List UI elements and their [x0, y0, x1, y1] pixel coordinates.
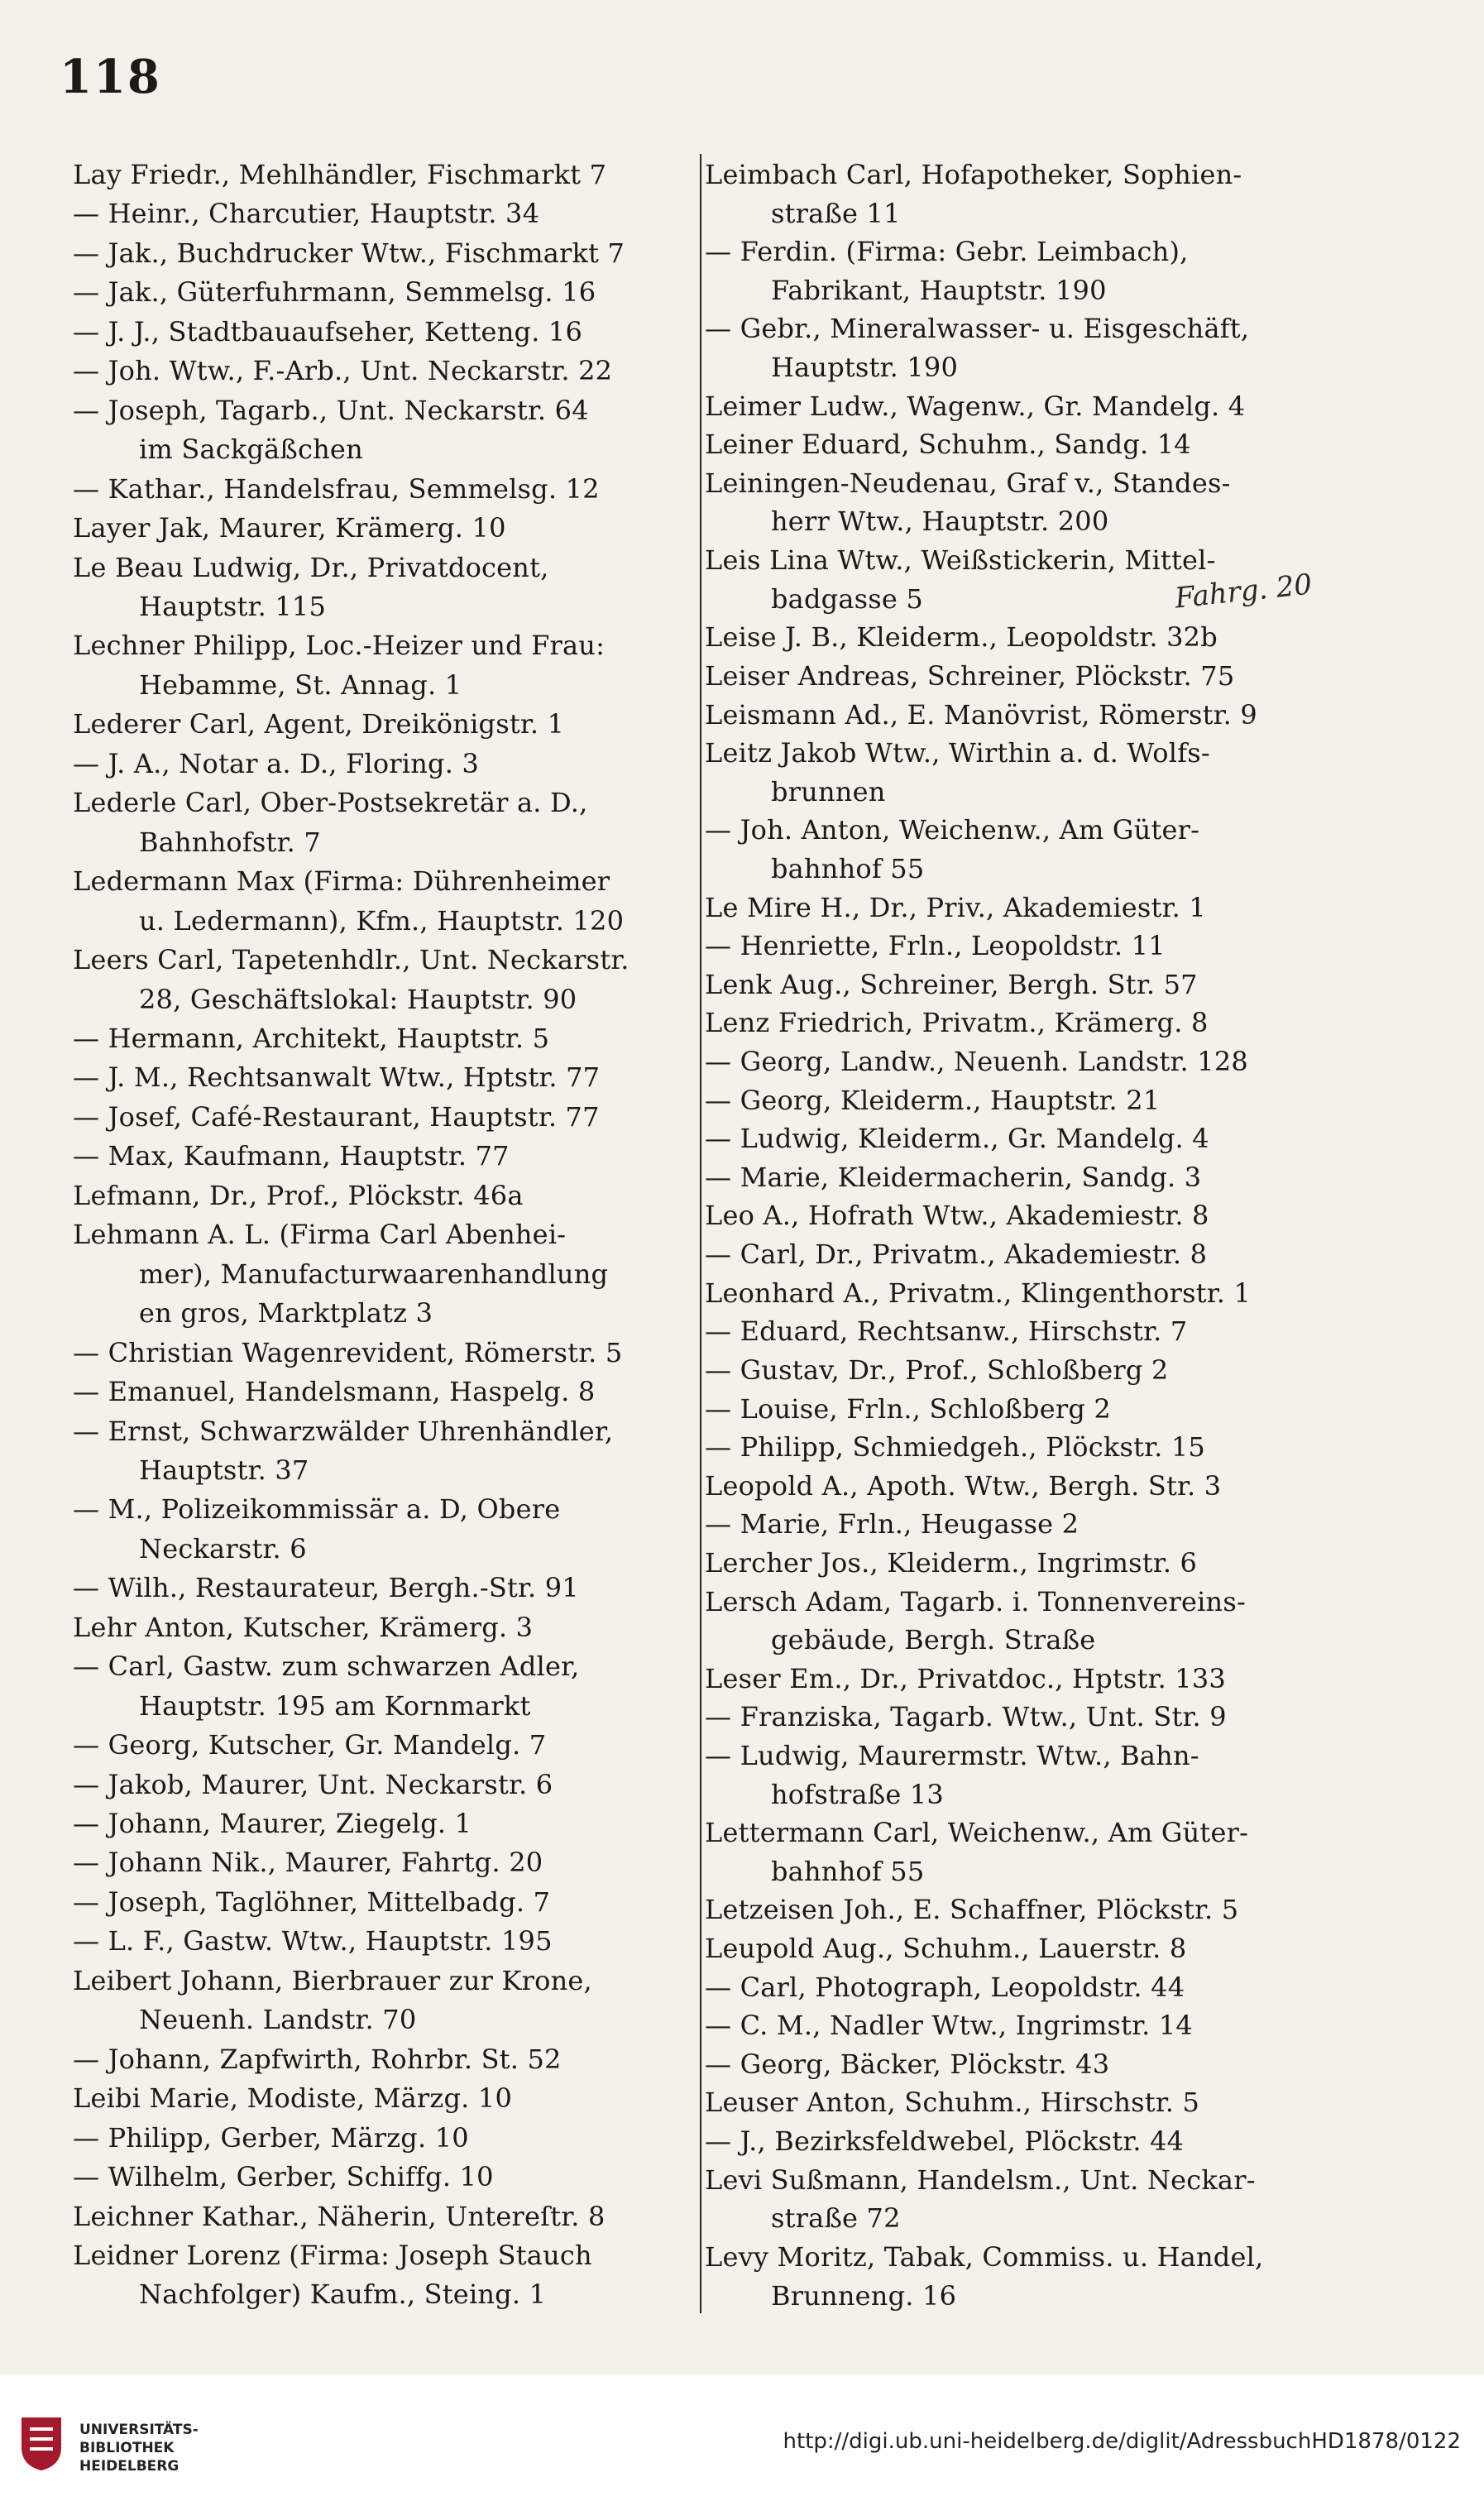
directory-entry-line: Fabrikant, Hauptstr. 190: [771, 274, 1107, 306]
directory-entry-line: Leopold A., Apoth. Wtw., Bergh. Str. 3: [705, 1469, 1222, 1502]
directory-entry-line: — Georg, Landw., Neuenh. Landstr. 128: [705, 1046, 1248, 1078]
directory-entry-line: — Johann, Maurer, Ziegelg. 1: [73, 1808, 472, 1840]
directory-entry-line: — Henriette, Frln., Leopoldstr. 11: [705, 930, 1166, 962]
directory-entry-line: Lehmann A. L. (Firma Carl Abenhei-: [73, 1219, 567, 1251]
directory-entry-line: Brunneng. 16: [771, 2279, 957, 2312]
directory-entry-line: Leonhard A., Privatm., Klingenthorstr. 1: [705, 1277, 1252, 1309]
directory-entry-line: straße 72: [771, 2202, 901, 2235]
directory-entry-line: Lederer Carl, Agent, Dreikönigstr. 1: [73, 708, 565, 740]
directory-entry-line: Leuser Anton, Schuhm., Hirschstr. 5: [705, 2087, 1200, 2119]
directory-entry-line: u. Ledermann), Kfm., Hauptstr. 120: [139, 904, 625, 937]
directory-columns: [66, 154, 1390, 2313]
directory-entry-line: hofstraße 13: [771, 1778, 944, 1810]
directory-entry-line: — J. A., Notar a. D., Floring. 3: [73, 747, 480, 779]
directory-entry-line: — Gustav, Dr., Prof., Schloßberg 2: [705, 1354, 1169, 1386]
directory-entry-line: Ledermann Max (Firma: Dührenheimer: [73, 865, 610, 898]
directory-entry-line: — Franziska, Tagarb. Wtw., Unt. Str. 9: [705, 1701, 1227, 1733]
column-divider: [700, 154, 701, 2313]
directory-entry-line: — J. J., Stadtbauaufseher, Ketteng. 16: [73, 315, 583, 347]
directory-entry-line: Leupold Aug., Schuhm., Lauerstr. 8: [705, 1933, 1187, 1965]
directory-entry-line: Leidner Lorenz (Firma: Joseph Stauch: [73, 2240, 592, 2272]
directory-entry-line: Leiner Eduard, Schuhm., Sandg. 14: [705, 429, 1191, 461]
directory-entry-line: 28, Geschäftslokal: Hauptstr. 90: [139, 983, 577, 1015]
directory-entry-line: Nachfolger) Kaufm., Steing. 1: [139, 2278, 547, 2311]
directory-entry-line: — M., Polizeikommissär a. D, Obere: [73, 1493, 561, 1526]
directory-entry-line: Hauptstr. 37: [139, 1454, 309, 1486]
directory-entry-line: — Ludwig, Kleiderm., Gr. Mandelg. 4: [705, 1123, 1209, 1155]
source-url-link[interactable]: http://digi.ub.uni-heidelberg.de/diglit/AdressbuchHD1878/0122: [783, 2429, 1461, 2454]
directory-entry-line: gebäude, Bergh. Straße: [771, 1624, 1096, 1656]
directory-entry-line: Lefmann, Dr., Prof., Plöckstr. 46a: [73, 1179, 524, 1211]
directory-entry-line: straße 11: [771, 197, 901, 229]
directory-entry-line: — Joseph, Taglöhner, Mittelbadg. 7: [73, 1885, 551, 1918]
directory-entry-line: Neckarstr. 6: [139, 1532, 307, 1564]
directory-entry-line: — C. M., Nadler Wtw., Ingrimstr. 14: [705, 2010, 1193, 2042]
directory-entry-line: — Christian Wagenrevident, Römerstr. 5: [73, 1336, 623, 1368]
directory-entry-line: im Sackgäßchen: [139, 434, 363, 466]
directory-entry-line: Hauptstr. 115: [139, 590, 327, 622]
directory-entry-line: Levy Moritz, Tabak, Commiss. u. Handel,: [705, 2240, 1264, 2273]
directory-entry-line: Levi Sußmann, Handelsm., Unt. Neckar-: [705, 2163, 1256, 2196]
directory-entry-line: — Philipp, Gerber, Märzg. 10: [73, 2121, 469, 2154]
directory-entry-line: — Wilhelm, Gerber, Schiffg. 10: [73, 2161, 494, 2193]
directory-entry-line: Hauptstr. 195 am Kornmarkt: [139, 1689, 531, 1722]
directory-entry-line: — Ernst, Schwarzwälder Uhrenhändler,: [73, 1415, 614, 1447]
handwritten-annotation: Fahrg. 20: [1173, 568, 1314, 616]
directory-entry-line: brunnen: [771, 775, 886, 807]
university-seal-icon: [18, 2414, 65, 2472]
directory-entry-line: Lechner Philipp, Loc.-Heizer und Frau:: [73, 630, 606, 662]
directory-entry-line: — Marie, Frln., Heugasse 2: [705, 1508, 1079, 1540]
directory-entry-line: Leser Em., Dr., Privatdoc., Hptstr. 133: [705, 1662, 1226, 1694]
directory-entry-line: — Ferdin. (Firma: Gebr. Leimbach),: [705, 236, 1189, 268]
directory-entry-line: Leitz Jakob Wtw., Wirthin a. d. Wolfs-: [705, 737, 1210, 769]
directory-entry-line: Leo A., Hofrath Wtw., Akademiestr. 8: [705, 1200, 1209, 1232]
directory-entry-line: bahnhof 55: [771, 1855, 925, 1887]
directory-entry-line: Lehr Anton, Kutscher, Krämerg. 3: [73, 1611, 534, 1643]
directory-entry-line: Lederle Carl, Ober-Postsekretär a. D.,: [73, 787, 588, 819]
directory-entry-line: — Jak., Buchdrucker Wtw., Fischmarkt 7: [73, 237, 625, 269]
directory-entry-line: bahnhof 55: [771, 852, 925, 884]
directory-entry-line: — Max, Kaufmann, Hauptstr. 77: [73, 1140, 510, 1172]
directory-entry-line: mer), Manufacturwaarenhandlung: [139, 1258, 609, 1290]
directory-entry-line: — Johann Nik., Maurer, Fahrtg. 20: [73, 1847, 543, 1879]
directory-entry-line: — Jakob, Maurer, Unt. Neckarstr. 6: [73, 1768, 553, 1800]
directory-entry-line: — Georg, Kleiderm., Hauptstr. 21: [705, 1084, 1161, 1116]
directory-entry-line: Lay Friedr., Mehlhändler, Fischmarkt 7: [73, 159, 607, 190]
page-number: 118: [60, 50, 161, 104]
directory-entry-line: — Louise, Frln., Schloßberg 2: [705, 1392, 1111, 1425]
library-logo-text: [79, 2421, 199, 2475]
directory-entry-line: Lersch Adam, Tagarb. i. Tonnenvereins-: [705, 1585, 1246, 1617]
directory-entry-line: — Joseph, Tagarb., Unt. Neckarstr. 64: [73, 394, 589, 426]
directory-entry-line: Lenz Friedrich, Privatm., Krämerg. 8: [705, 1007, 1209, 1039]
directory-entry-line: — Carl, Gastw. zum schwarzen Adler,: [73, 1651, 580, 1683]
directory-entry-line: Le Mire H., Dr., Priv., Akademiestr. 1: [705, 891, 1206, 923]
directory-entry-line: — J., Bezirksfeldwebel, Plöckstr. 44: [705, 2125, 1185, 2158]
directory-entry-line: Leers Carl, Tapetenhdlr., Unt. Neckarstr.: [73, 944, 630, 976]
directory-entry-line: — L. F., Gastw. Wtw., Hauptstr. 195: [73, 1925, 553, 1957]
directory-entry-line: — Carl, Photograph, Leopoldstr. 44: [705, 1971, 1185, 2003]
directory-entry-line: Leis Lina Wtw., Weißstickerin, Mittel-: [705, 544, 1216, 577]
directory-entry-line: Le Beau Ludwig, Dr., Privatdocent,: [73, 551, 549, 583]
footer-bar: [0, 2374, 1484, 2506]
directory-entry-line: Neuenh. Landstr. 70: [139, 2004, 417, 2036]
directory-entry-line: — Johann, Zapfwirth, Rohrbr. St. 52: [73, 2043, 562, 2075]
directory-entry-line: — J. M., Rechtsanwalt Wtw., Hptstr. 77: [73, 1061, 601, 1094]
directory-entry-line: Leimer Ludw., Wagenw., Gr. Mandelg. 4: [705, 390, 1246, 422]
directory-entry-line: Leibi Marie, Modiste, Märzg. 10: [73, 2082, 513, 2115]
directory-entry-line: — Joh. Wtw., F.-Arb., Unt. Neckarstr. 22: [73, 355, 613, 387]
directory-entry-line: — Heinr., Charcutier, Hauptstr. 34: [73, 198, 540, 230]
directory-entry-line: Leichner Kathar., Näherin, Untereſtr. 8: [73, 2200, 606, 2232]
directory-entry-line: Leimbach Carl, Hofapotheker, Sophien-: [705, 159, 1242, 190]
directory-entry-line: — Emanuel, Handelsmann, Haspelg. 8: [73, 1376, 596, 1408]
directory-entry-line: — Gebr., Mineralwasser- u. Eisgeschäft,: [705, 313, 1250, 345]
directory-entry-line: — Kathar., Handelsfrau, Semmelsg. 12: [73, 472, 600, 505]
directory-entry-line: badgasse 5: [771, 582, 923, 615]
directory-entry-line: — Jak., Güterfuhrmann, Semmelsg. 16: [73, 276, 596, 309]
directory-entry-line: — Eduard, Rechtsanw., Hirschstr. 7: [705, 1315, 1188, 1348]
directory-entry-line: — Wilh., Restaurateur, Bergh.-Str. 91: [73, 1572, 579, 1604]
directory-entry-line: — Joh. Anton, Weichenw., Am Güter-: [705, 814, 1200, 846]
right-column: [705, 154, 1383, 2313]
directory-entry-line: Bahnhofstr. 7: [139, 826, 321, 858]
left-column: [73, 154, 710, 2313]
directory-entry-line: Letzeisen Joh., E. Schaffner, Plöckstr. 5: [705, 1894, 1239, 1926]
directory-entry-line: — Hermann, Architekt, Hauptstr. 5: [73, 1022, 550, 1054]
directory-entry-line: Lercher Jos., Kleiderm., Ingrimstr. 6: [705, 1546, 1198, 1579]
directory-entry-line: Hebamme, St. Annag. 1: [139, 668, 462, 701]
directory-entry-line: herr Wtw., Hauptstr. 200: [771, 506, 1109, 538]
directory-entry-line: Leiningen-Neudenau, Graf v., Standes-: [705, 467, 1231, 499]
directory-entry-line: Leiser Andreas, Schreiner, Plöckstr. 75: [705, 659, 1235, 692]
directory-entry-line: — Philipp, Schmiedgeh., Plöckstr. 15: [705, 1431, 1205, 1464]
directory-entry-line: Leismann Ad., E. Manövrist, Römerstr. 9: [705, 698, 1257, 731]
logo-line-1: UNIVERSITÄTS-: [79, 2422, 199, 2438]
directory-entry-line: en gros, Marktplatz 3: [139, 1297, 433, 1330]
logo-line-2: BIBLIOTHEK: [79, 2440, 175, 2456]
directory-entry-line: Hauptstr. 190: [771, 352, 959, 384]
directory-entry-line: — Josef, Café-Restaurant, Hauptstr. 77: [73, 1100, 600, 1133]
directory-entry-line: — Marie, Kleidermacherin, Sandg. 3: [705, 1161, 1202, 1193]
directory-entry-line: Lettermann Carl, Weichenw., Am Güter-: [705, 1817, 1249, 1849]
directory-entry-line: Layer Jak, Maurer, Krämerg. 10: [73, 512, 506, 544]
directory-entry-line: Leise J. B., Kleiderm., Leopoldstr. 32b: [705, 621, 1218, 654]
directory-entry-line: — Ludwig, Maurermstr. Wtw., Bahn-: [705, 1739, 1199, 1771]
directory-entry-line: Lenk Aug., Schreiner, Bergh. Str. 57: [705, 968, 1198, 1000]
directory-entry-line: Leibert Johann, Bierbrauer zur Krone,: [73, 1964, 592, 1996]
logo-line-3: HEIDELBERG: [79, 2458, 180, 2475]
directory-entry-line: — Georg, Kutscher, Gr. Mandelg. 7: [73, 1729, 547, 1761]
directory-entry-line: — Georg, Bäcker, Plöckstr. 43: [705, 2048, 1110, 2080]
directory-entry-line: — Carl, Dr., Privatm., Akademiestr. 8: [705, 1239, 1208, 1271]
